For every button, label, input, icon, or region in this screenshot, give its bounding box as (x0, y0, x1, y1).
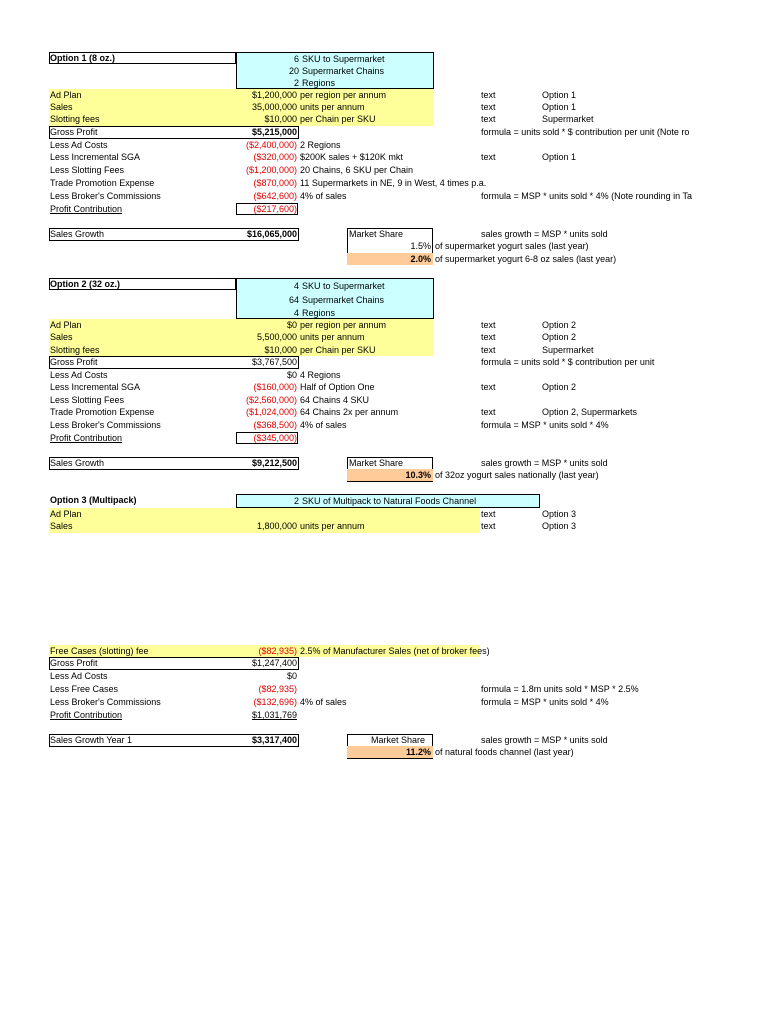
opt1-sga-row (0, 151, 768, 163)
opt3-profit-row (0, 709, 768, 721)
opt2-trade-note: Option 2, Supermarkets (542, 407, 638, 417)
opt2-ms-title: Market Share (349, 458, 404, 468)
opt1-regions-count: 2 (293, 78, 299, 88)
opt2-gross-label: Gross Profit (50, 357, 98, 367)
opt2-chains-label: Supermarket Chains (302, 295, 385, 305)
opt1-ms-desc-1: of supermarket yogurt sales (last year) (435, 241, 589, 251)
opt2-growth-value[interactable]: $9,212,500 (251, 458, 297, 468)
opt1-broker-formula: formula = MSP * units sold * 4% (Note rounding in Ta (481, 191, 693, 201)
opt2-sga-text: text (481, 382, 496, 392)
opt3-broker-value[interactable]: ($132,696) (253, 697, 297, 707)
opt2-sales-label: Sales (50, 332, 73, 342)
opt1-gross-formula: formula = units sold * $ contribution per unit (Note ro (481, 127, 690, 137)
opt1-sales-label: Sales (50, 102, 73, 112)
opt1-slotting-value[interactable]: $10,000 (264, 114, 297, 124)
opt1-adcosts-row (0, 139, 768, 151)
opt1-ad-plan-text: text (481, 90, 496, 100)
opt2-slotting-label: Slotting fees (50, 345, 100, 355)
opt1-ms-formula: sales growth = MSP * units sold (481, 229, 608, 239)
opt3-ms-desc-1: of natural foods channel (last year) (435, 747, 574, 757)
opt1-ms-desc-2: of supermarket yogurt 6-8 oz sales (last year) (435, 254, 617, 264)
opt1-adcosts-desc: 2 Regions (300, 140, 341, 150)
opt2-slotting-value[interactable]: $10,000 (264, 345, 297, 355)
opt2-sga-note: Option 2 (542, 382, 577, 392)
opt1-gross-row (0, 126, 768, 138)
opt3-adcosts-label: Less Ad Costs (50, 671, 108, 681)
opt1-gross-label: Gross Profit (50, 127, 98, 137)
opt2-trade-row (0, 406, 768, 418)
opt2-ad-plan-label: Ad Plan (50, 320, 82, 330)
opt3-ms-formula: sales growth = MSP * units sold (481, 735, 608, 745)
opt2-trade-value[interactable]: ($1,024,000) (245, 407, 297, 417)
opt2-slotting-desc: per Chain per SKU (300, 345, 376, 355)
opt3-growth-label: Sales Growth Year 1 (50, 735, 133, 745)
opt2-ms-value-1[interactable]: 10.3% (347, 469, 433, 481)
opt2-chains-count: 64 (288, 295, 299, 305)
opt1-regions-label: Regions (302, 78, 336, 88)
opt2-gross-value[interactable]: $3,767,500 (251, 357, 297, 367)
opt2-broker-label: Less Broker's Commissions (50, 420, 161, 430)
opt2-sales-row (0, 331, 768, 343)
opt3-profit-value[interactable]: $1,031,769 (251, 710, 297, 720)
opt3-broker-row (0, 696, 768, 708)
opt2-ad-plan-text: text (481, 320, 496, 330)
opt2-sales-note: Option 2 (542, 332, 577, 342)
opt3-gross-value[interactable]: $1,247,400 (251, 658, 297, 668)
opt3-gross-row (0, 657, 768, 669)
opt3-sales-desc: units per annum (300, 521, 365, 531)
opt1-growth-value[interactable]: $16,065,000 (246, 229, 297, 239)
opt1-profit-row (0, 203, 768, 215)
opt1-sga-desc: $200K sales + $120K mkt (300, 152, 403, 162)
opt1-parameter-box[interactable] (236, 52, 434, 89)
opt3-sales-value[interactable]: 1,800,000 (256, 521, 297, 531)
opt3-growth-value[interactable]: $3,317,400 (251, 735, 297, 745)
opt3-broker-label: Less Broker's Commissions (50, 697, 161, 707)
opt2-sku-label: SKU to Supermarket (302, 281, 385, 291)
opt2-gross-formula: formula = units sold * $ contribution per unit (481, 357, 655, 367)
opt3-title[interactable]: Option 3 (Multipack) (50, 495, 137, 505)
opt1-slotting-note: Supermarket (542, 114, 594, 124)
opt1-sku-label: SKU to Supermarket (302, 54, 385, 64)
opt2-adcosts-value[interactable]: $0 (286, 370, 297, 380)
opt2-ad-plan-desc: per region per annum (300, 320, 387, 330)
opt1-ms-value-1[interactable]: 1.5% (410, 241, 431, 251)
opt2-broker-desc: 4% of sales (300, 420, 347, 430)
opt2-slotting-note: Supermarket (542, 345, 594, 355)
opt1-slotfees-label: Less Slotting Fees (50, 165, 125, 175)
opt2-gross-row (0, 356, 768, 368)
opt1-broker-value[interactable]: ($642,600) (253, 191, 297, 201)
opt2-profit-label: Profit Contribution (50, 433, 123, 443)
opt1-slotfees-desc: 20 Chains, 6 SKU per Chain (300, 165, 414, 175)
opt1-title[interactable]: Option 1 (8 oz.) (49, 52, 236, 64)
opt1-ms-title: Market Share (349, 229, 404, 239)
opt3-sales-text: text (481, 521, 496, 531)
opt1-profit-value[interactable]: ($217,600) (236, 203, 298, 215)
opt2-broker-value[interactable]: ($368,500) (253, 420, 297, 430)
opt1-profit-label: Profit Contribution (50, 204, 123, 214)
opt3-sku-count: 2 (293, 496, 299, 506)
opt1-slotting-row (0, 113, 768, 125)
opt2-slotting-text: text (481, 345, 496, 355)
opt1-ad-plan-note: Option 1 (542, 90, 577, 100)
opt3-sales-label: Sales (50, 521, 73, 531)
opt1-growth-label: Sales Growth (50, 229, 105, 239)
opt3-freecases-row (0, 645, 768, 657)
opt1-sga-label: Less Incremental SGA (50, 152, 141, 162)
opt1-sku-count: 6 (293, 54, 299, 64)
opt2-trade-text: text (481, 407, 496, 417)
opt1-slotting-label: Slotting fees (50, 114, 100, 124)
opt3-ad-plan-label: Ad Plan (50, 509, 82, 519)
opt3-ms-value-1[interactable]: 11.2% (347, 746, 433, 758)
opt1-trade-value[interactable]: ($870,000) (253, 178, 297, 188)
opt2-ms-formula: sales growth = MSP * units sold (481, 458, 608, 468)
opt1-slotfees-row (0, 164, 768, 176)
opt1-sales-desc: units per annum (300, 102, 365, 112)
opt1-trade-label: Trade Promotion Expense (50, 178, 155, 188)
opt2-sga-value[interactable]: ($160,000) (253, 382, 297, 392)
opt2-sales-desc: units per annum (300, 332, 365, 342)
opt2-ms-desc-1: of 32oz yogurt sales nationally (last year) (435, 470, 599, 480)
opt1-chains-label: Supermarket Chains (302, 66, 385, 76)
opt3-sales-row (0, 520, 768, 532)
opt1-sales-value[interactable]: 35,000,000 (251, 102, 297, 112)
opt1-ms-value-2[interactable]: 2.0% (347, 253, 433, 265)
opt2-sga-label: Less Incremental SGA (50, 382, 141, 392)
opt3-broker-formula: formula = MSP * units sold * 4% (481, 697, 609, 707)
opt2-sales-value[interactable]: 5,500,000 (256, 332, 297, 342)
opt2-profit-value[interactable]: ($345,000) (236, 432, 298, 444)
opt3-parameter-box[interactable] (236, 494, 540, 508)
opt2-regions-label: Regions (302, 308, 336, 318)
opt3-freecases-label: Free Cases (slotting) fee (50, 646, 149, 656)
opt1-adcosts-label: Less Ad Costs (50, 140, 108, 150)
opt2-adcosts-row (0, 369, 768, 381)
opt2-adcosts-desc: 4 Regions (300, 370, 341, 380)
opt2-adcosts-label: Less Ad Costs (50, 370, 108, 380)
opt3-ad-plan-note: Option 3 (542, 509, 577, 519)
opt2-regions-count: 4 (293, 308, 299, 318)
opt2-title[interactable]: Option 2 (32 oz.) (49, 278, 236, 290)
opt1-slotting-text: text (481, 114, 496, 124)
opt1-trade-desc: 11 Supermarkets in NE, 9 in West, 4 times p.a. (300, 178, 487, 188)
opt1-broker-label: Less Broker's Commissions (50, 191, 161, 201)
opt3-freecases-value[interactable]: ($82,935) (258, 646, 297, 656)
opt1-sga-note: Option 1 (542, 152, 577, 162)
opt2-trade-label: Trade Promotion Expense (50, 407, 155, 417)
opt2-slotfees-label: Less Slotting Fees (50, 395, 125, 405)
opt2-sales-text: text (481, 332, 496, 342)
opt3-lessfree-label: Less Free Cases (50, 684, 119, 694)
opt1-broker-row (0, 190, 768, 202)
opt2-growth-label: Sales Growth (50, 458, 105, 468)
opt1-ad-plan-row (0, 89, 768, 101)
opt2-sga-desc: Half of Option One (300, 382, 375, 392)
opt3-ad-plan-text: text (481, 509, 496, 519)
opt2-slotfees-row (0, 394, 768, 406)
opt2-sku-count: 4 (293, 281, 299, 291)
opt1-chains-count: 20 (288, 66, 299, 76)
opt1-sga-value[interactable]: ($320,000) (253, 152, 297, 162)
opt1-slotting-desc: per Chain per SKU (300, 114, 376, 124)
opt3-lessfree-formula: formula = 1.8m units sold * MSP * 2.5% (481, 684, 639, 694)
opt1-broker-desc: 4% of sales (300, 191, 347, 201)
opt1-gross-value[interactable]: $5,215,000 (251, 127, 297, 137)
opt2-sga-row (0, 381, 768, 393)
opt3-adcosts-row (0, 670, 768, 682)
opt1-sales-note: Option 1 (542, 102, 577, 112)
opt3-adcosts-value[interactable]: $0 (286, 671, 297, 681)
opt3-lessfree-row (0, 683, 768, 695)
opt2-ad-plan-value[interactable]: $0 (286, 320, 297, 330)
opt1-sga-text: text (481, 152, 496, 162)
opt3-gross-label: Gross Profit (50, 658, 98, 668)
opt3-sku-label: SKU of Multipack to Natural Foods Channel (302, 496, 477, 506)
opt2-ad-plan-note: Option 2 (542, 320, 577, 330)
opt1-slotfees-value[interactable]: ($1,200,000) (245, 165, 297, 175)
opt3-broker-desc: 4% of sales (300, 697, 347, 707)
opt2-parameter-box[interactable] (236, 278, 434, 319)
opt2-profit-row (0, 432, 768, 444)
opt1-adcosts-value[interactable]: ($2,400,000) (245, 140, 297, 150)
opt1-ad-plan-label: Ad Plan (50, 90, 82, 100)
opt2-slotfees-value[interactable]: ($2,560,000) (245, 395, 297, 405)
opt2-ad-plan-row (0, 319, 768, 331)
opt2-broker-formula: formula = MSP * units sold * 4% (481, 420, 609, 430)
opt1-ad-plan-value[interactable]: $1,200,000 (251, 90, 297, 100)
opt1-sales-row (0, 101, 768, 113)
opt3-freecases-desc: 2.5% of Manufacturer Sales (net of broker fees) (300, 646, 490, 656)
opt3-sales-note: Option 3 (542, 521, 577, 531)
opt2-trade-desc: 64 Chains 2x per annum (300, 407, 399, 417)
opt1-ad-plan-desc: per region per annum (300, 90, 387, 100)
opt3-ad-plan-row (0, 508, 768, 520)
opt2-slotfees-desc: 64 Chains 4 SKU (300, 395, 370, 405)
opt1-trade-row (0, 177, 768, 189)
opt3-profit-label: Profit Contribution (50, 710, 123, 720)
opt3-lessfree-value[interactable]: ($82,935) (258, 684, 297, 694)
opt1-sales-text: text (481, 102, 496, 112)
opt3-ms-title: Market Share (371, 735, 426, 745)
opt2-slotting-row (0, 344, 768, 356)
opt2-broker-row (0, 419, 768, 431)
